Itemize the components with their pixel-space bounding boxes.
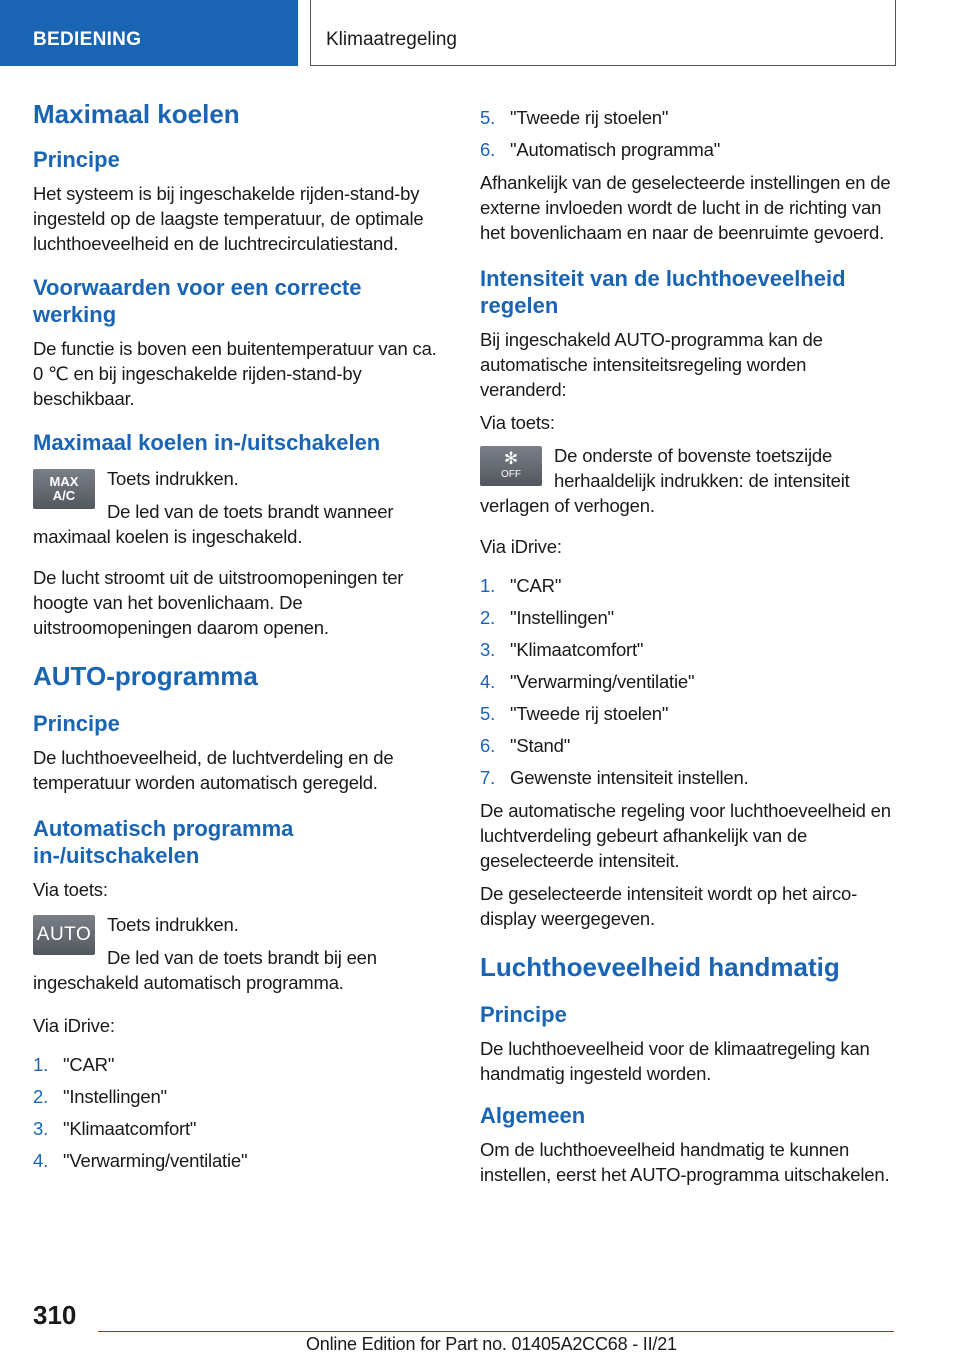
list-item: 5. "Tweede rij stoelen" xyxy=(480,703,669,724)
auto-button-label: AUTO xyxy=(36,924,92,945)
fan-button-icon xyxy=(480,446,542,486)
heading-auto-schakelen: Automatisch programma in-/uitschakelen xyxy=(33,816,294,868)
auto-instruction xyxy=(33,912,449,995)
fan-off-label: OFF xyxy=(501,469,521,480)
idrive-steps-list xyxy=(480,573,896,790)
paragraph-algemeen: Om de luchthoeveelheid handmatig te kunnen instellen, eerst het AUTO-programma uitschakelen. xyxy=(480,1139,890,1185)
paragraph-principe: Het systeem is bij ingeschakelde rijden-stand-by ingesteld op de laagste temperatuur, de optimale luchthoeveelheid en de luchtrecirculatiestand. xyxy=(33,183,424,254)
paragraph-via-toets: Via toets: xyxy=(480,412,555,433)
paragraph-intensiteit: Bij ingeschakeld AUTO-programma kan de automatische intensiteitsregeling worden veranderd: xyxy=(480,329,823,400)
continued-steps-list xyxy=(480,105,896,162)
list-item: 2. "Instellingen" xyxy=(33,1086,167,1107)
footer-edition: Online Edition for Part no. 01405A2CC68 - II/21 xyxy=(306,1334,677,1354)
list-item: 2. "Instellingen" xyxy=(480,607,614,628)
heading-principe: Principe xyxy=(33,147,120,172)
max-ac-led-note: De led van de toets brandt wanneer maximaal koelen is ingeschakeld. xyxy=(33,501,394,547)
heading-maximaal-koelen-schakelen: Maximaal koelen in-/uitschakelen xyxy=(33,430,381,455)
heading-algemeen: Algemeen xyxy=(480,1103,586,1128)
list-item: 4. "Verwarming/ventilatie" xyxy=(480,671,695,692)
heading-principe-auto: Principe xyxy=(33,711,120,736)
paragraph-principe-hand: De luchthoeveelheid voor de klimaatregeling kan handmatig ingesteld worden. xyxy=(480,1038,870,1084)
list-item: 6. "Stand" xyxy=(480,735,571,756)
left-column xyxy=(33,98,449,1173)
fan-step: De onderste of bovenste toetszijde herhaaldelijk indrukken: de intensiteit verlagen of verhogen. xyxy=(480,445,850,516)
paragraph-automatische-regeling: De automatische regeling voor luchthoeveelheid en luchtverdeling gebeurt afhankelijk van de geselecteerde intensiteit. xyxy=(480,800,891,871)
heading-voorwaarden: Voorwaarden voor een correcte werking xyxy=(33,275,362,327)
heading-auto-programma: AUTO-programma xyxy=(33,661,258,691)
paragraph-afhankelijk: Afhankelijk van de geselecteerde instellingen en de externe invloeden wordt de lucht in de richting van het bovenlichaam en naar de beenruimte gevoerd. xyxy=(480,172,891,243)
max-ac-button-icon xyxy=(33,469,95,509)
footer-divider xyxy=(98,1331,894,1332)
fan-instruction xyxy=(480,443,896,518)
heading-maximaal-koelen: Maximaal koelen xyxy=(33,99,240,129)
heading-luchthoeveelheid-handmatig: Luchthoeveelheid handmatig xyxy=(480,952,840,982)
list-item: 7. Gewenste intensiteit instellen. xyxy=(480,767,749,788)
heading-principe-hand: Principe xyxy=(480,1002,567,1027)
paragraph-display: De geselecteerde intensiteit wordt op het airco-display weergegeven. xyxy=(480,883,858,929)
idrive-steps-list xyxy=(33,1052,449,1173)
list-item: 5. "Tweede rij stoelen" xyxy=(480,107,669,128)
right-column xyxy=(480,105,896,1187)
max-ac-step: Toets indrukken. xyxy=(107,468,239,489)
paragraph-principe-auto: De luchthoeveelheid, de luchtverdeling en de temperatuur worden automatisch geregeld. xyxy=(33,747,394,793)
auto-led-note: De led van de toets brandt bij een ingeschakeld automatisch programma. xyxy=(33,947,377,993)
list-item: 1. "CAR" xyxy=(33,1054,115,1075)
max-ac-instruction xyxy=(33,466,449,549)
list-item: 3. "Klimaatcomfort" xyxy=(480,639,644,660)
page-number: 310 xyxy=(33,1300,77,1330)
chapter-tab xyxy=(310,0,896,66)
section-title: BEDIENING xyxy=(33,29,142,50)
list-item: 6. "Automatisch programma" xyxy=(480,139,721,160)
paragraph-voorwaarden: De functie is boven een buitentemperatuur van ca. 0 ℃ en bij ingeschakelde rijden-stand-by beschikbaar. xyxy=(33,338,437,409)
max-ac-label-line2: A/C xyxy=(52,488,76,503)
fan-icon: ✻ xyxy=(503,449,519,468)
paragraph-via-idrive: Via iDrive: xyxy=(480,536,562,557)
auto-button-icon xyxy=(33,915,95,955)
list-item: 3. "Klimaatcomfort" xyxy=(33,1118,197,1139)
paragraph-uitstroom: De lucht stroomt uit de uitstroomopeningen ter hoogte van het bovenlichaam. De uitstroomopeningen daarom openen. xyxy=(33,567,404,638)
list-item: 1. "CAR" xyxy=(480,575,562,596)
max-ac-label-line1: MAX xyxy=(49,474,79,489)
heading-intensiteit: Intensiteit van de luchthoeveelheid regelen xyxy=(480,266,846,318)
auto-step: Toets indrukken. xyxy=(107,914,239,935)
chapter-title: Klimaatregeling xyxy=(326,29,457,50)
section-tab xyxy=(0,0,298,66)
paragraph-via-toets: Via toets: xyxy=(33,879,108,900)
paragraph-via-idrive: Via iDrive: xyxy=(33,1015,115,1036)
list-item: 4. "Verwarming/ventilatie" xyxy=(33,1150,248,1171)
